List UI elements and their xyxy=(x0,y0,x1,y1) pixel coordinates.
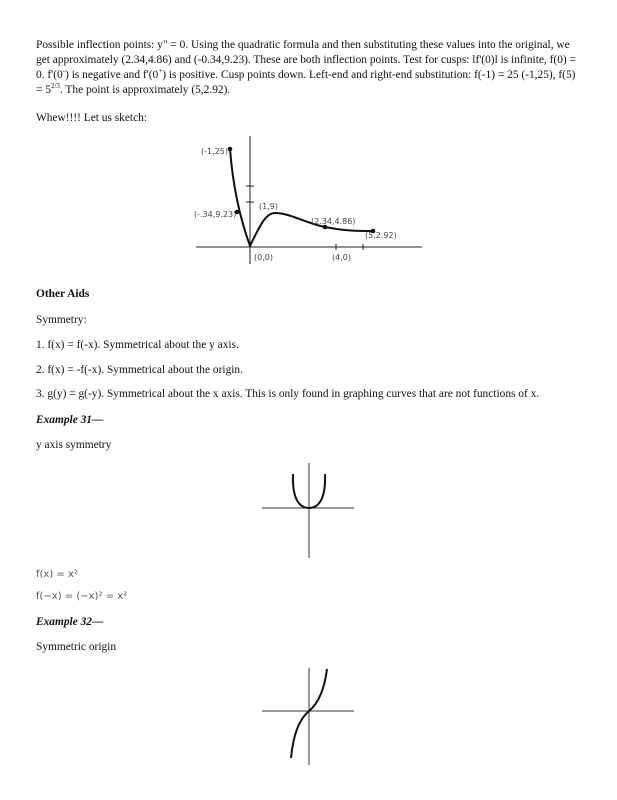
label-234: (2.34,4.86) xyxy=(311,217,356,226)
example31-subtitle: y axis symmetry xyxy=(36,439,112,451)
whew-text: Whew!!!! Let us sketch: xyxy=(36,112,148,124)
superscript-plus: + xyxy=(158,67,163,76)
paragraph-text-2: ) is negative and f'(0 xyxy=(65,69,159,81)
formula-f-neg-x: f(−x) = (−x)² = x² xyxy=(36,591,128,602)
parabola-sketch xyxy=(258,460,358,560)
paragraph-text-1: Possible inflection points: y" = 0. Using the quadratic formula and then substituting these values into the original, we get approximately (2.34,4.86) and (-0.34,9.23). These are both inflection points. Test for cusps: lf'(0)l is infinite, f(0) = 0. f'(0 xyxy=(36,39,576,81)
cubic-sketch xyxy=(258,665,358,770)
other-aids-heading: Other Aids xyxy=(36,288,90,300)
superscript-exponent: 2/3 xyxy=(50,82,60,91)
symmetry-item-1: 1. f(x) = f(-x). Symmetrical about the y axis. xyxy=(36,339,239,351)
label-1-9: (1,9) xyxy=(259,202,278,211)
inflection-paragraph xyxy=(36,38,581,98)
label-neg034: (-.34,9.23) xyxy=(194,210,237,219)
label-5: (5,2.92) xyxy=(365,231,397,240)
curve xyxy=(230,149,373,246)
example31-title: Example 31— xyxy=(36,414,104,426)
function-sketch xyxy=(170,130,430,270)
symmetry-item-2: 2. f(x) = -f(-x). Symmetrical about the origin. xyxy=(36,364,243,376)
label-origin: (0,0) xyxy=(254,253,273,262)
symmetry-label: Symmetry: xyxy=(36,314,87,326)
label-neg1-25: (-1,25) xyxy=(201,147,228,156)
label-4-0: (4,0) xyxy=(332,253,351,262)
paragraph-text-4: . The point is approximately (5,2.92). xyxy=(59,84,231,96)
symmetry-item-3: 3. g(y) = g(-y). Symmetrical about the x axis. This is only found in graphing curves that are not functions of x. xyxy=(36,388,540,400)
formula-fx: f(x) = x² xyxy=(36,569,78,580)
paragraph-text-3: ) is positive. Cusp points down. Left-end and right-end substitution: f(-1) = 25 (-1,25), f(5) = 5 xyxy=(36,69,576,96)
example32-subtitle: Symmetric origin xyxy=(36,641,117,653)
superscript-minus: - xyxy=(62,67,66,76)
point-neg1-25 xyxy=(228,147,233,152)
example32-title: Example 32— xyxy=(36,616,104,628)
